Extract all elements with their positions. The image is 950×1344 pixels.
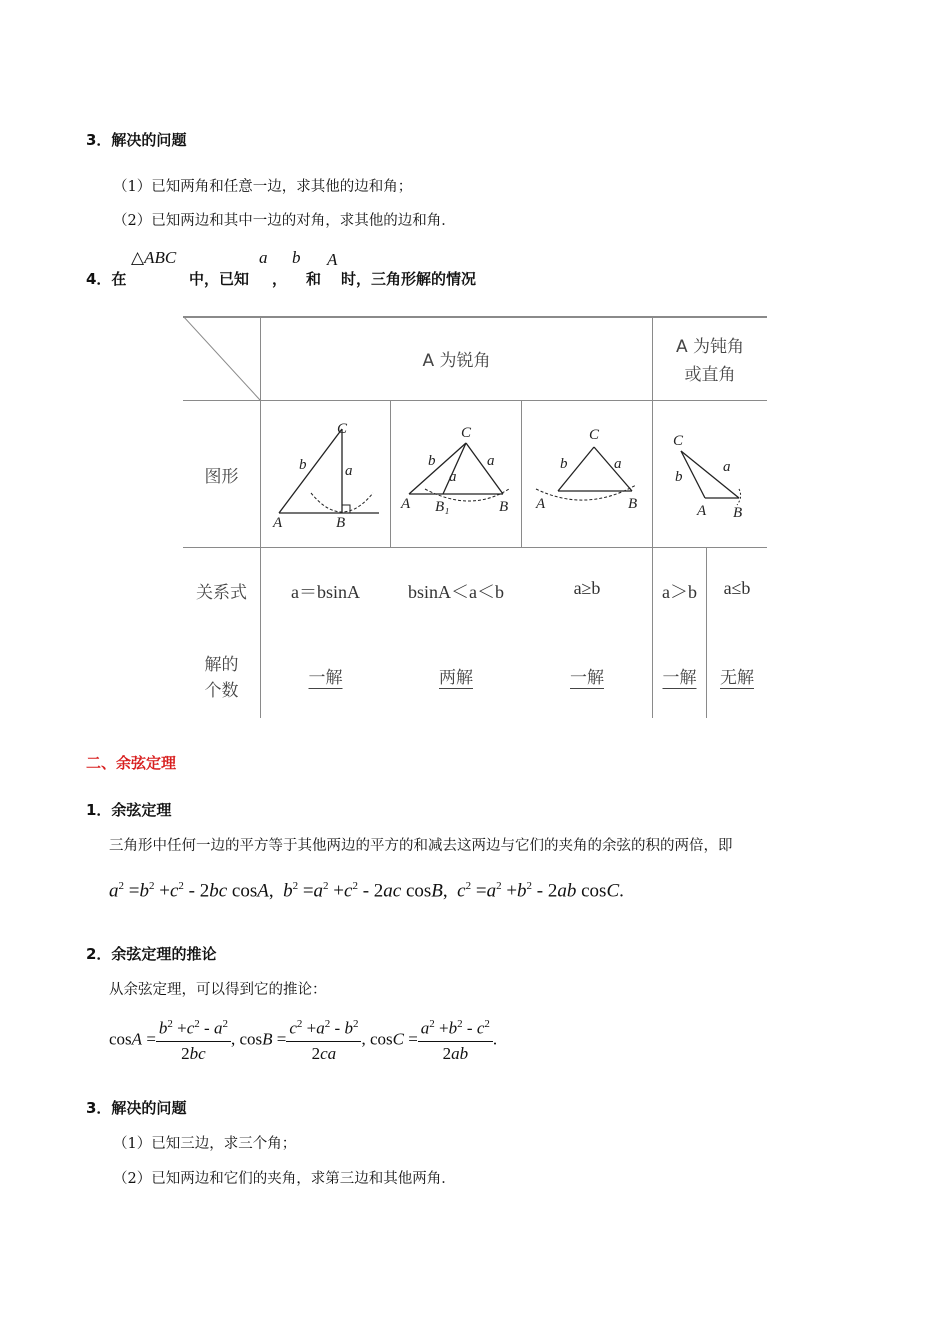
fig1-label-a: a <box>345 463 353 479</box>
count-5: 无解 <box>720 668 754 688</box>
fig3-label-a: a <box>614 456 622 472</box>
header-diagonal <box>183 316 261 401</box>
section-4-suffix: 时，三角形解的情况 <box>341 270 477 288</box>
header-obtuse-line1: A 为钝角 <box>675 337 745 357</box>
section-3-item-2: （2）已知两边和其中一边的对角，求其他的边和角． <box>113 213 456 229</box>
figure-one-solution-right <box>261 401 390 547</box>
count-4: 一解 <box>662 668 697 688</box>
fig3-label-b: b <box>560 456 568 472</box>
solutions-table <box>183 316 767 718</box>
figure-one-solution-a-ge-b <box>522 401 652 547</box>
header-obtuse-line2: 或直角 <box>684 365 736 385</box>
count-2: 两解 <box>439 668 473 688</box>
section-4-prefix: 4．在 <box>86 270 127 288</box>
fig3-label-B: B <box>628 496 638 512</box>
fig1-label-B: B <box>336 515 346 531</box>
part2-s3-item-1: （1）已知三边，求三个角； <box>113 1136 297 1152</box>
figure-obtuse <box>653 401 767 547</box>
fig1-label-C: C <box>337 421 348 437</box>
part2-title: 二、余弦定理 <box>86 754 177 772</box>
section-3-item-1: （1）已知两角和任意一边，求其他的边和角； <box>113 179 413 195</box>
section-4-mid: 中，已知 <box>189 270 250 288</box>
fig3-label-C: C <box>589 427 600 443</box>
fig4-label-a: a <box>723 459 731 475</box>
comma: ， <box>272 270 288 288</box>
fig4-label-C: C <box>673 433 684 449</box>
row-label-count-2: 个数 <box>204 681 239 701</box>
part2-s2-title: 2．余弦定理的推论 <box>86 945 217 963</box>
part2-s3-title: 3．解决的问题 <box>86 1099 187 1117</box>
var-A: A <box>327 250 338 269</box>
fig3-label-A: A <box>536 496 546 512</box>
fig4-label-B: B <box>733 505 743 521</box>
cosine-corollary-formula: cosA = $\frac{b^2 +c^2 - a^2}{2bc}$ , cosB = $\frac{c^2 +a^2 - b^2}{2ca}$ , cosC = $\frac{a^2 +b^2 - c^2}{2ab}$ . <box>109 1018 498 1063</box>
section-3-title: 3．解决的问题 <box>86 131 187 149</box>
fig2-label-a-inner: a <box>449 469 457 485</box>
relation-5: a≤b <box>723 578 751 598</box>
relation-3: a≥b <box>573 578 601 598</box>
part2-s3-item-2: （2）已知两边和它们的夹角，求第三边和其他两角． <box>113 1171 456 1187</box>
part2-s1-text: 三角形中任何一边的平方等于其他两边的平方的和减去这两边与它们的夹角的余弦的积的两倍，即 <box>109 838 733 854</box>
fig4-label-A: A <box>697 503 707 519</box>
fig2-label-a: a <box>487 453 495 469</box>
fig2-label-C: C <box>461 425 472 441</box>
and-word: 和 <box>306 270 322 288</box>
row-label-figure: 图形 <box>204 467 239 487</box>
cosine-law-formula: $a^2 =b^2 +c^2 - 2bc$ cosA, $b^2 =a^2 +c^2 - 2ac$ cosB, $c^2 =a^2 +b^2 - 2ab$ cosC. <box>109 880 624 902</box>
relation-2: bsinA＜a＜b <box>408 582 504 602</box>
var-b: b <box>292 248 301 267</box>
fig2-label-A: A <box>401 496 411 512</box>
fig1-label-A: A <box>273 515 283 531</box>
fig2-label-B1: B₁ <box>435 499 450 515</box>
fig4-label-b: b <box>675 469 683 485</box>
part2-s2-text: 从余弦定理，可以得到它的推论： <box>109 982 327 998</box>
count-3: 一解 <box>570 668 604 688</box>
row-label-relation: 关系式 <box>196 583 247 603</box>
row-label-count-1: 解的 <box>204 655 239 675</box>
part2-s1-title: 1．余弦定理 <box>86 801 172 819</box>
fig2-label-b: b <box>428 453 436 469</box>
figure-two-solutions <box>391 401 521 547</box>
header-acute: A 为锐角 <box>422 351 491 371</box>
fig2-label-B: B <box>499 499 509 515</box>
relation-1: a＝bsinA <box>291 582 360 602</box>
fig1-label-b: b <box>299 457 307 473</box>
triangle-abc-label: △ABC <box>131 248 177 267</box>
var-a: a <box>259 248 268 267</box>
relation-4: a＞b <box>662 582 697 602</box>
count-1: 一解 <box>308 668 343 688</box>
